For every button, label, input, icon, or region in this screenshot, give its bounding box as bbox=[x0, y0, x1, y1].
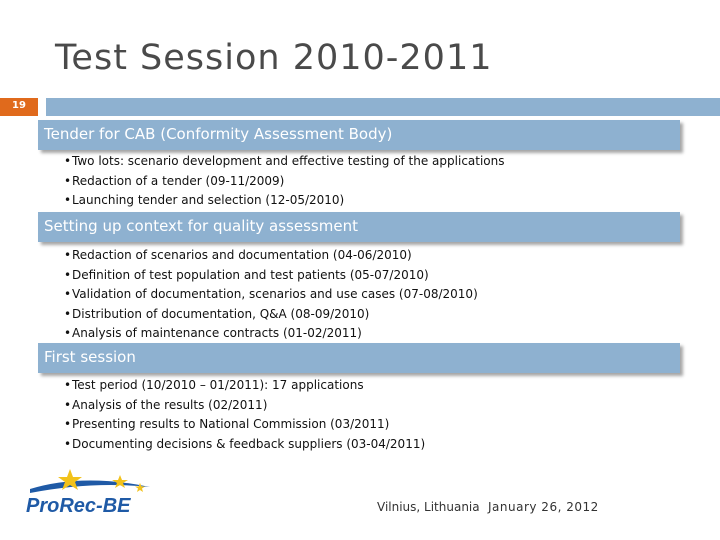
section-header-tender bbox=[38, 120, 680, 150]
bullet-item: •Distribution of documentation, Q&A (08-09/2010) bbox=[64, 306, 370, 321]
section-header-label: Tender for CAB (Conformity Assessment Body) bbox=[44, 125, 393, 143]
bullet-list-first-session bbox=[64, 376, 425, 454]
logo-swoosh bbox=[30, 480, 150, 493]
bullet-item: •Analysis of the results (02/2011) bbox=[64, 397, 268, 412]
section-header-label: Setting up context for quality assessment bbox=[44, 217, 358, 235]
bullet-item: •Redaction of a tender (09-11/2009) bbox=[64, 173, 285, 188]
bullet-item: •Documenting decisions & feedback suppliers (03-04/2011) bbox=[64, 436, 426, 451]
footer-date: January 26, 2012 bbox=[488, 500, 599, 514]
logo-text: ProRec-BE bbox=[26, 495, 131, 517]
section-header-label: First session bbox=[44, 348, 136, 366]
logo-star-icon bbox=[112, 475, 128, 488]
bullet-item: •Two lots: scenario development and effective testing of the applications bbox=[64, 154, 505, 168]
bullet-item: •Validation of documentation, scenarios and use cases (07-08/2010) bbox=[64, 287, 478, 302]
bullet-item: •Definition of test population and test patients (05-07/2010) bbox=[64, 267, 429, 282]
bullet-item: •Redaction of scenarios and documentation (04-06/2010) bbox=[64, 248, 412, 262]
prorec-logo bbox=[22, 467, 172, 517]
bullet-item: •Launching tender and selection (12-05/2010) bbox=[64, 193, 345, 208]
bullet-item: •Analysis of maintenance contracts (01-02/2011) bbox=[64, 326, 362, 341]
top-bar-stripe bbox=[46, 98, 720, 116]
bullet-item: •Test period (10/2010 – 01/2011): 17 applications bbox=[64, 378, 364, 392]
bullet-list-tender bbox=[64, 152, 505, 211]
section-header-first-session bbox=[38, 343, 680, 373]
logo-star-icon bbox=[135, 483, 145, 492]
top-bar bbox=[0, 98, 720, 116]
bullet-item: •Presenting results to National Commission (03/2011) bbox=[64, 417, 390, 432]
section-header-context bbox=[38, 212, 680, 242]
bullet-list-context bbox=[64, 246, 478, 344]
footer-location: Vilnius, Lithuania bbox=[377, 500, 480, 514]
page-number: 19 bbox=[12, 100, 26, 111]
slide-title: Test Session 2010-2011 bbox=[55, 38, 493, 78]
